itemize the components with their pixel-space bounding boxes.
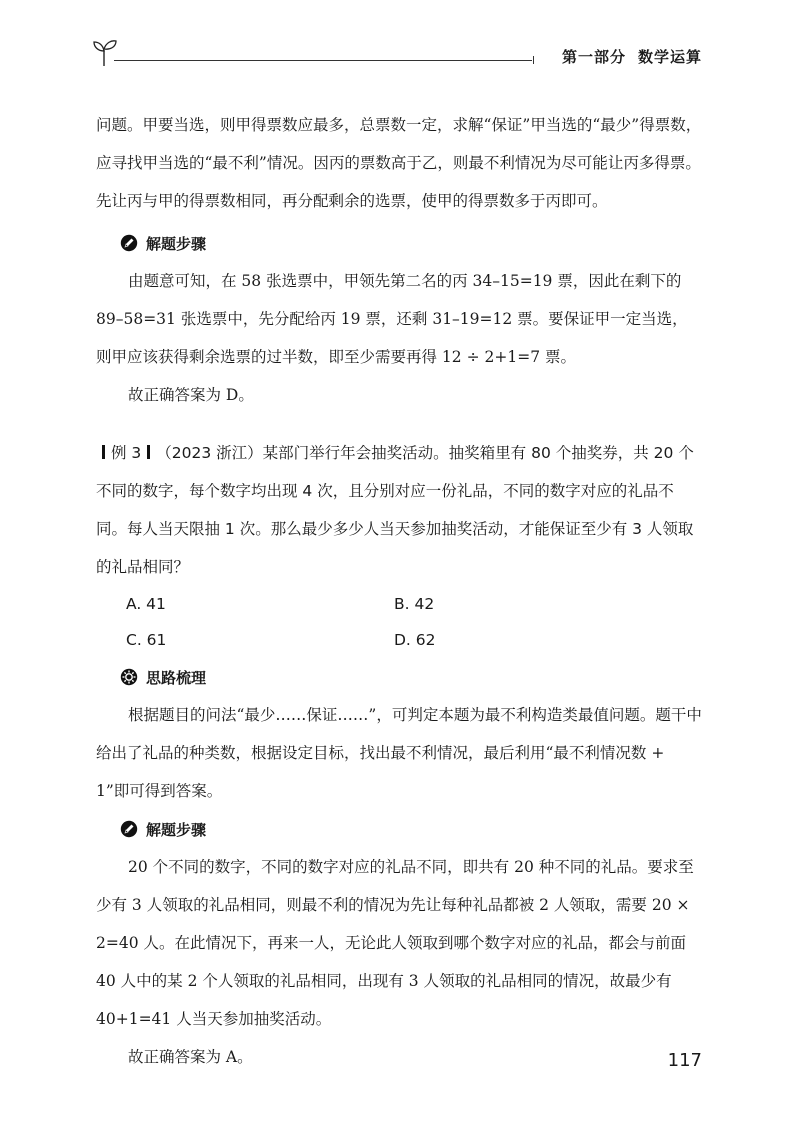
analysis-heading bbox=[96, 658, 702, 696]
analysis-text: 根据题目的问法“最少……保证……”，可判定本题为最不利构造类最值问题。题干中给出了礼品的种类数，根据设定目标，找出最不利情况，最后利用“最不利情况数 + 1”即可得到答案。 bbox=[96, 706, 702, 800]
section-label: 数学运算 bbox=[637, 48, 702, 66]
answer-1: 故正确答案为 D。 bbox=[128, 386, 254, 404]
heading-text: 解题步骤 bbox=[146, 234, 207, 253]
option-b: B. 42 bbox=[394, 595, 435, 613]
label-bar-right bbox=[147, 445, 150, 459]
sprout-icon bbox=[92, 38, 118, 68]
question-text: （2023 浙江）某部门举行年会抽奖活动。抽奖箱里有 80 个抽奖券，共 20 个不同的数字，每个数字均出现 4 次，且分别对应一份礼品，不同的数字对应的礼品不同。每人当天限抽 1 次。那么最少多少人当天参加抽奖活动，才能保证至少有 3 人领取的礼品相同？ bbox=[96, 444, 694, 576]
option-a: A. 41 bbox=[126, 595, 166, 613]
lightbulb-gear-icon bbox=[120, 668, 138, 686]
example-label: 例 3 bbox=[111, 444, 142, 462]
answer-2: 故正确答案为 A。 bbox=[128, 1048, 253, 1066]
header-rule-tick bbox=[533, 56, 534, 64]
page-content bbox=[96, 106, 702, 1076]
solution-steps-heading-2 bbox=[96, 810, 702, 848]
solution-steps-text-2: 20 个不同的数字，不同的数字对应的礼品不同，即共有 20 种不同的礼品。要求至少有 3 人领取的礼品相同，则最不利的情况为先让每种礼品都被 2 人领取，需要 20 × 2=40 人。在此情况下，再来一人，无论此人领取到哪个数字对应的礼品，都会与前面 40 人中的某 2 个人领取的礼品相同，出现有 3 人领取的礼品相同的情况，故最少有 40+1=41 人当天参加抽奖活动。 bbox=[96, 858, 694, 1028]
label-bar-left bbox=[102, 445, 105, 459]
option-c: C. 61 bbox=[126, 631, 167, 649]
running-header bbox=[92, 38, 702, 78]
section-title bbox=[562, 46, 702, 67]
answer-options bbox=[96, 586, 702, 658]
example-3-question bbox=[96, 434, 702, 586]
header-rule bbox=[114, 60, 532, 61]
pencil-circle-icon bbox=[120, 820, 138, 838]
part-label: 第一部分 bbox=[561, 48, 626, 66]
intro-paragraph: 问题。甲要当选，则甲得票数应最多，总票数一定，求解“保证”甲当选的“最少”得票数，应寻找甲当选的“最不利”情况。因丙的票数高于乙，则最不利情况为尽可能让丙多得票。先让丙与甲的得票数相同，再分配剩余的选票，使甲的得票数多于丙即可。 bbox=[96, 116, 702, 210]
heading-text: 解题步骤 bbox=[146, 820, 207, 839]
option-d: D. 62 bbox=[394, 631, 436, 649]
page-number: 117 bbox=[667, 1050, 702, 1071]
pencil-circle-icon bbox=[120, 234, 138, 252]
solution-steps-heading-1 bbox=[96, 224, 702, 262]
heading-text: 思路梳理 bbox=[146, 668, 207, 687]
solution-steps-text-1: 由题意可知，在 58 张选票中，甲领先第二名的丙 34–15=19 票，因此在剩下的 89–58=31 张选票中，先分配给丙 19 票，还剩 31–19=12 票。要保证甲一定当选，则甲应该获得剩余选票的过半数，即至少需要再得 12 ÷ 2+1=7 票。 bbox=[96, 272, 688, 366]
